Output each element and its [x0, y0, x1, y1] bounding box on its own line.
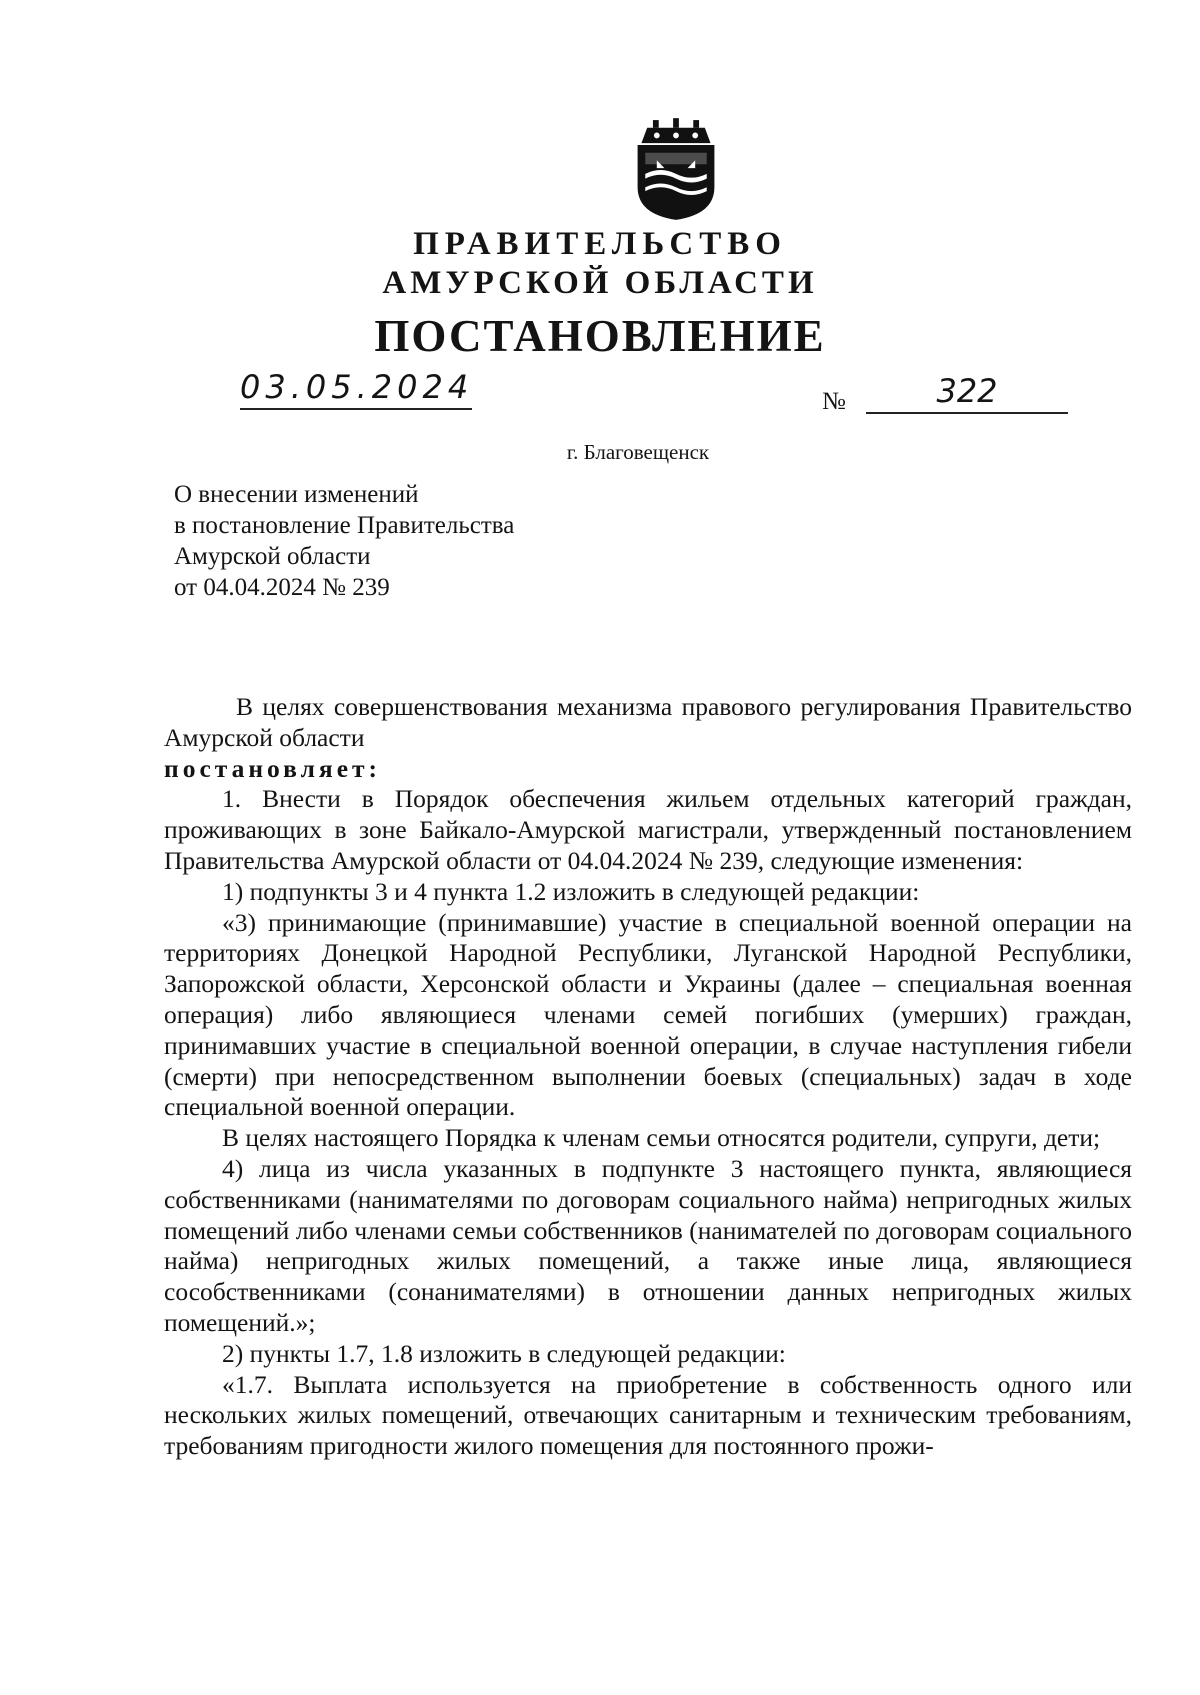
- body-paragraph: «1.7. Выплата используется на приобретение в собственность одного или нескольких жилых помещений, отвечающих санитарным и техническим требованиям, требованиям пригодности жилого помещения для постоянного прожи-: [164, 1369, 1132, 1461]
- coat-of-arms-emblem: [628, 118, 724, 222]
- body-paragraph: 2) пункты 1.7, 1.8 изложить в следующей редакции:: [222, 1338, 786, 1368]
- document-date: 03.05.2024: [240, 366, 472, 410]
- government-heading: ПРАВИТЕЛЬСТВО: [413, 226, 787, 262]
- subject-line: О внесении изменений: [174, 481, 419, 508]
- subject-line: от 04.04.2024 № 239: [174, 574, 390, 601]
- number-label: №: [822, 388, 846, 415]
- subject-line: Амурской области: [174, 543, 371, 570]
- body-paragraph: 4) лица из числа указанных в подпункте 3 настоящего пункта, являющиеся собственниками (нанимателями по договорам социального найма) непригодных жилых помещений либо членами семьи собственников (нанимателей по договорам социального найма) непригодных жилых помещений, а также иные лица, являющиеся сособственниками (сонанимателями) в отношении данных непригодных жилых помещений.»;: [164, 1153, 1132, 1337]
- resolves-keyword: постановляет:: [164, 753, 382, 783]
- city-line: г. Благовещенск: [566, 440, 710, 464]
- body-paragraph: В целях настоящего Порядка к членам семьи относятся родители, супруги, дети;: [222, 1123, 1101, 1153]
- body-paragraph: 1. Внести в Порядок обеспечения жильем отдельных категорий граждан, проживающих в зоне Байкало-Амурской магистрали, утвержденный постановлением Правительства Амурской области от 04.04.2024 № 239, следующие изменения:: [164, 784, 1132, 875]
- document-body: [164, 692, 1132, 1462]
- body-paragraph: 1) подпункты 3 и 4 пункта 1.2 изложить в следующей редакции:: [222, 876, 920, 906]
- subject-block: [174, 479, 514, 603]
- preamble-paragraph: В целях совершенствования механизма правового регулирования Правительство Амурской области: [164, 692, 1132, 752]
- document-number: 322: [866, 370, 1068, 414]
- document-type-heading: ПОСТАНОВЛЕНИЕ: [374, 311, 826, 361]
- subject-line: в постановление Правительства: [174, 512, 515, 539]
- region-heading: АМУРСКОЙ ОБЛАСТИ: [382, 265, 818, 301]
- body-paragraph: «3) принимающие (принимавшие) участие в специальной военной операции на территориях Донецкой Народной Республики, Луганской Народной Республики, Запорожской области, Херсонской области и Украины (далее – специальная военная операция) либо являющиеся членами семей погибших (умерших) граждан, принимавших участие в специальной военной операции, в случае наступления гибели (смерти) при непосредственном выполнении боевых (специальных) задач в ходе специальной военной операции.: [164, 907, 1132, 1122]
